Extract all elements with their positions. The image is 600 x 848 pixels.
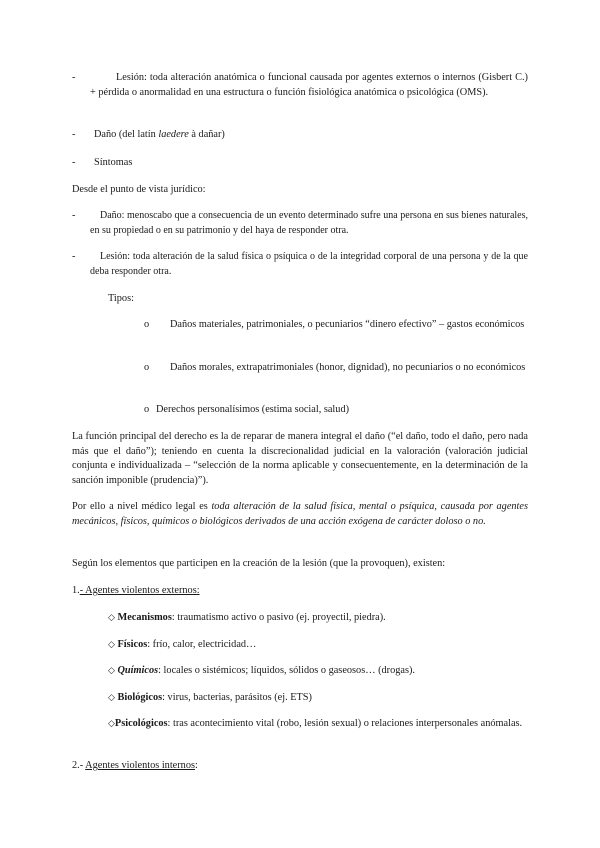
agente-item-psicologicos bbox=[108, 717, 528, 732]
juridico-heading: Desde el punto de vista jurídico: bbox=[72, 184, 206, 195]
sub-bullet: o bbox=[144, 319, 150, 330]
list-item-lesion bbox=[72, 71, 528, 100]
tipo-text: Daños materiales, patrimoniales, o pecuniarios “dinero efectivo” – gastos económicos bbox=[170, 319, 525, 330]
agente-term: Químicos bbox=[117, 665, 159, 676]
lesion-juridico-text: Lesión: toda alteración de la salud física o psíquica o de la integridad corporal de una persona y de la que deba responder otra. bbox=[90, 251, 528, 277]
list-item-dano bbox=[72, 128, 528, 143]
list-item-sintomas bbox=[72, 156, 528, 171]
agente-desc: : frío, calor, electricidad… bbox=[147, 639, 257, 650]
section-heading-internos bbox=[72, 759, 198, 774]
dano-prefix: Daño (del latín bbox=[94, 129, 159, 140]
section-number: 1. bbox=[72, 585, 80, 596]
sintomas-text: Síntomas bbox=[94, 157, 133, 168]
section-heading-externos bbox=[72, 584, 200, 599]
agente-desc: : locales o sistémicos; líquidos, sólidos o gaseosos… (drogas). bbox=[158, 665, 415, 676]
tipo-text: Derechos personalísimos (estima social, salud) bbox=[156, 404, 350, 415]
definition-lesion: : toda alteración anatómica o funcional causada por agentes externos o internos (Gisbert C.) + pérdida o anormalidad en una estructura o función fisiológica anatómica o psicológica (OMS). bbox=[90, 72, 528, 98]
diamond-icon: ◇ bbox=[108, 640, 115, 650]
agente-desc: : virus, bacterias, parásitos (ej. ETS) bbox=[162, 692, 312, 703]
list-bullet: - bbox=[72, 210, 76, 221]
dano-suffix: à dañar) bbox=[188, 129, 225, 140]
list-bullet: - bbox=[72, 129, 76, 140]
list-bullet: - bbox=[72, 251, 76, 262]
tipo-item-personalisimos bbox=[144, 403, 528, 418]
agente-item-biologicos bbox=[108, 691, 528, 706]
list-bullet: - bbox=[72, 72, 76, 83]
diamond-icon: ◇ bbox=[108, 719, 115, 729]
diamond-icon: ◇ bbox=[108, 613, 115, 623]
section-title: Agentes violentos internos bbox=[85, 760, 195, 771]
paragraph-funcion: La función principal del derecho es la de reparar de manera integral el daño (“el daño, todo el daño, pero nada más que el daño”); teniendo en cuenta la discrecionalidad judicial en la valoración (valoración judicial conjunta e individualizada – “selección de la norma aplicable y consecuentemente, en la determinación de la sanción imponible (prudencia)”). bbox=[72, 431, 528, 486]
tipo-item-morales bbox=[144, 361, 528, 376]
medico-prefix: Por ello a nivel médico legal es bbox=[72, 501, 212, 512]
agente-item-fisicos bbox=[108, 638, 528, 653]
sub-bullet: o bbox=[144, 404, 150, 415]
agente-term: Biológicos bbox=[117, 692, 163, 703]
section-title: - Agentes violentos externos: bbox=[79, 585, 200, 596]
agente-term: Mecanismos bbox=[117, 612, 172, 623]
section-colon: : bbox=[195, 760, 198, 771]
paragraph-medico bbox=[72, 500, 528, 529]
elementos-heading: Según los elementos que participen en la creación de la lesión (que la provoquen), existen: bbox=[72, 558, 446, 569]
agente-item-mecanismos bbox=[108, 611, 528, 626]
dano-latin-term: laedere bbox=[158, 129, 189, 140]
tipo-text: Daños morales, extrapatrimoniales (honor, dignidad), no pecuniarios o no económicos bbox=[170, 362, 526, 373]
sub-bullet: o bbox=[144, 362, 150, 373]
diamond-icon: ◇ bbox=[108, 693, 115, 703]
list-bullet: - bbox=[72, 157, 76, 168]
dano-juridico-text: Daño: menoscabo que a consecuencia de un evento determinado sufre una persona en sus bienes naturales, en su propiedad o en su patrimonio y del haya de responder otra. bbox=[90, 210, 528, 236]
agente-desc: : traumatismo activo o pasivo (ej. proyectil, piedra). bbox=[171, 612, 386, 623]
tipos-label: Tipos: bbox=[108, 293, 134, 304]
list-item-lesion-juridico bbox=[72, 250, 528, 279]
agente-desc: : tras acontecimiento vital (robo, lesión sexual) o relaciones interpersonales anómalas. bbox=[167, 718, 523, 729]
agente-term: Psicológicos bbox=[114, 718, 168, 729]
section-number: 2.- bbox=[72, 760, 84, 771]
term-lesion: Lesión bbox=[116, 72, 145, 83]
tipo-item-materiales bbox=[144, 318, 528, 333]
agente-term: Físicos bbox=[117, 639, 148, 650]
list-item-dano-juridico bbox=[72, 209, 528, 238]
diamond-icon: ◇ bbox=[108, 666, 115, 676]
medico-definition: toda alteración de la salud física, mental o psíquica, causada por agentes mecánicos, físicos, químicos o biológicos derivados de una acción exógena de carácter doloso o no. bbox=[72, 501, 528, 527]
agente-item-quimicos bbox=[108, 664, 528, 679]
